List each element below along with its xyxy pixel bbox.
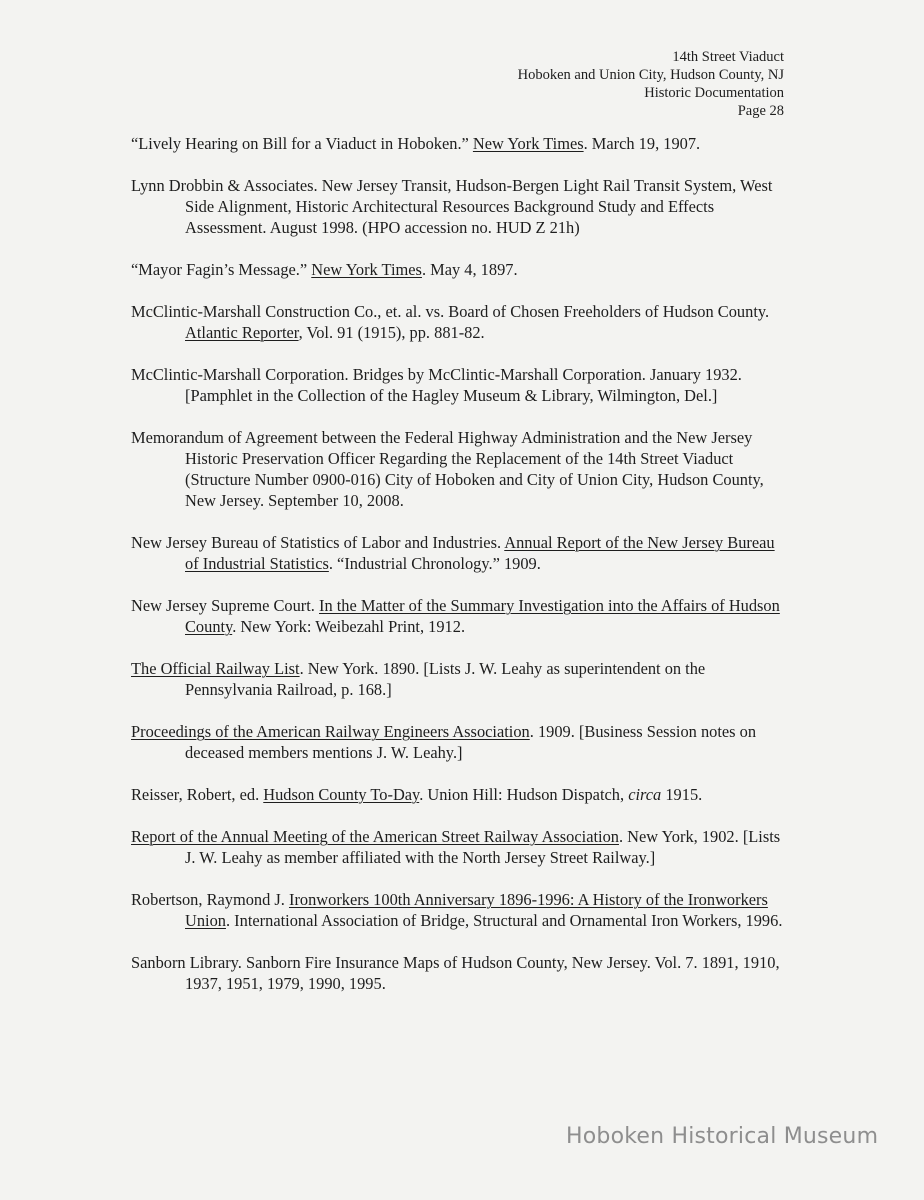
bibliography-entry: McClintic-Marshall Corporation. Bridges by McClintic-Marshall Corporation. January 1932. [Pamphlet in the Collection of the Hagley Museum & Library, Wilmington, Del.] xyxy=(131,365,742,405)
museum-watermark: Hoboken Historical Museum xyxy=(566,1124,879,1149)
bibliography-entry: New Jersey Bureau of Statistics of Labor and Industries. Annual Report of the New Jersey Bureau of Industrial Statistics. “Industrial Chronology.” 1909. xyxy=(131,533,775,573)
bibliography-entry: Memorandum of Agreement between the Federal Highway Administration and the New Jersey Historic Preservation Officer Regarding the Replacement of the 14th Street Viaduct (Structure Number 0900-016) City of Hoboken and City of Union City, Hudson County, New Jersey. September 10, 2008. xyxy=(131,428,764,510)
page-header xyxy=(518,48,784,120)
header-project-title: 14th Street Viaduct xyxy=(672,49,784,65)
bibliography-entry: Proceedings of the American Railway Engineers Association. 1909. [Business Session notes on deceased members mentions J. W. Leahy.] xyxy=(131,722,757,762)
bibliography-entry: New Jersey Supreme Court. In the Matter of the Summary Investigation into the Affairs of Hudson County. New York: Weibezahl Print, 1912. xyxy=(131,596,780,636)
source-title: Report of the Annual Meeting of the American Street Railway Association xyxy=(131,827,619,846)
source-title: In the Matter of the Summary Investigation into the Affairs of Hudson County xyxy=(185,596,780,636)
source-title: Ironworkers 100th Anniversary 1896-1996: A History of the Ironworkers Union xyxy=(185,890,768,930)
bibliography-entry: Sanborn Library. Sanborn Fire Insurance Maps of Hudson County, New Jersey. Vol. 7. 1891, 1910, 1937, 1951, 1979, 1990, 1995. xyxy=(131,953,780,993)
source-title: Hudson County To-Day xyxy=(263,785,420,804)
header-location: Hoboken and Union City, Hudson County, NJ xyxy=(517,67,784,83)
bibliography-entry: “Mayor Fagin’s Message.” New York Times. May 4, 1897. xyxy=(131,260,518,279)
bibliography-entry: Lynn Drobbin & Associates. New Jersey Transit, Hudson-Bergen Light Rail Transit System, West Side Alignment, Historic Architectural Resources Background Study and Effects Assessment. August 1998. (HPO accession no. HUD Z 21h) xyxy=(131,176,773,237)
bibliography-entry: “Lively Hearing on Bill for a Viaduct in Hoboken.” New York Times. March 19, 1907. xyxy=(131,134,701,153)
bibliography-entry: Robertson, Raymond J. Ironworkers 100th Anniversary 1896-1996: A History of the Ironworkers Union. International Association of Bridge, Structural and Ornamental Iron Workers, 1996. xyxy=(131,890,783,930)
source-title: The Official Railway List xyxy=(131,659,300,678)
page-number: Page 28 xyxy=(737,103,784,119)
bibliography-entry: The Official Railway List. New York. 1890. [Lists J. W. Leahy as superintendent on the Pennsylvania Railroad, p. 168.] xyxy=(131,659,706,699)
source-title: Atlantic Reporter xyxy=(185,323,299,342)
bibliography-entry: McClintic-Marshall Construction Co., et. al. vs. Board of Chosen Freeholders of Hudson County. Atlantic Reporter, Vol. 91 (1915), pp. 881-82. xyxy=(131,302,770,342)
source-title: New York Times xyxy=(311,260,422,279)
header-document-type: Historic Documentation xyxy=(644,85,784,101)
bibliography-entry: Reisser, Robert, ed. Hudson County To-Day. Union Hill: Hudson Dispatch, circa 1915. xyxy=(131,785,703,804)
source-title: Annual Report of the New Jersey Bureau of Industrial Statistics xyxy=(185,533,775,573)
source-title: Proceedings of the American Railway Engineers Association xyxy=(131,722,530,741)
source-title: New York Times xyxy=(472,134,584,153)
bibliography-list xyxy=(131,133,785,1015)
bibliography-entry: Report of the Annual Meeting of the American Street Railway Association. New York, 1902. [Lists J. W. Leahy as member affiliated with the North Jersey Street Railway.] xyxy=(131,827,781,867)
